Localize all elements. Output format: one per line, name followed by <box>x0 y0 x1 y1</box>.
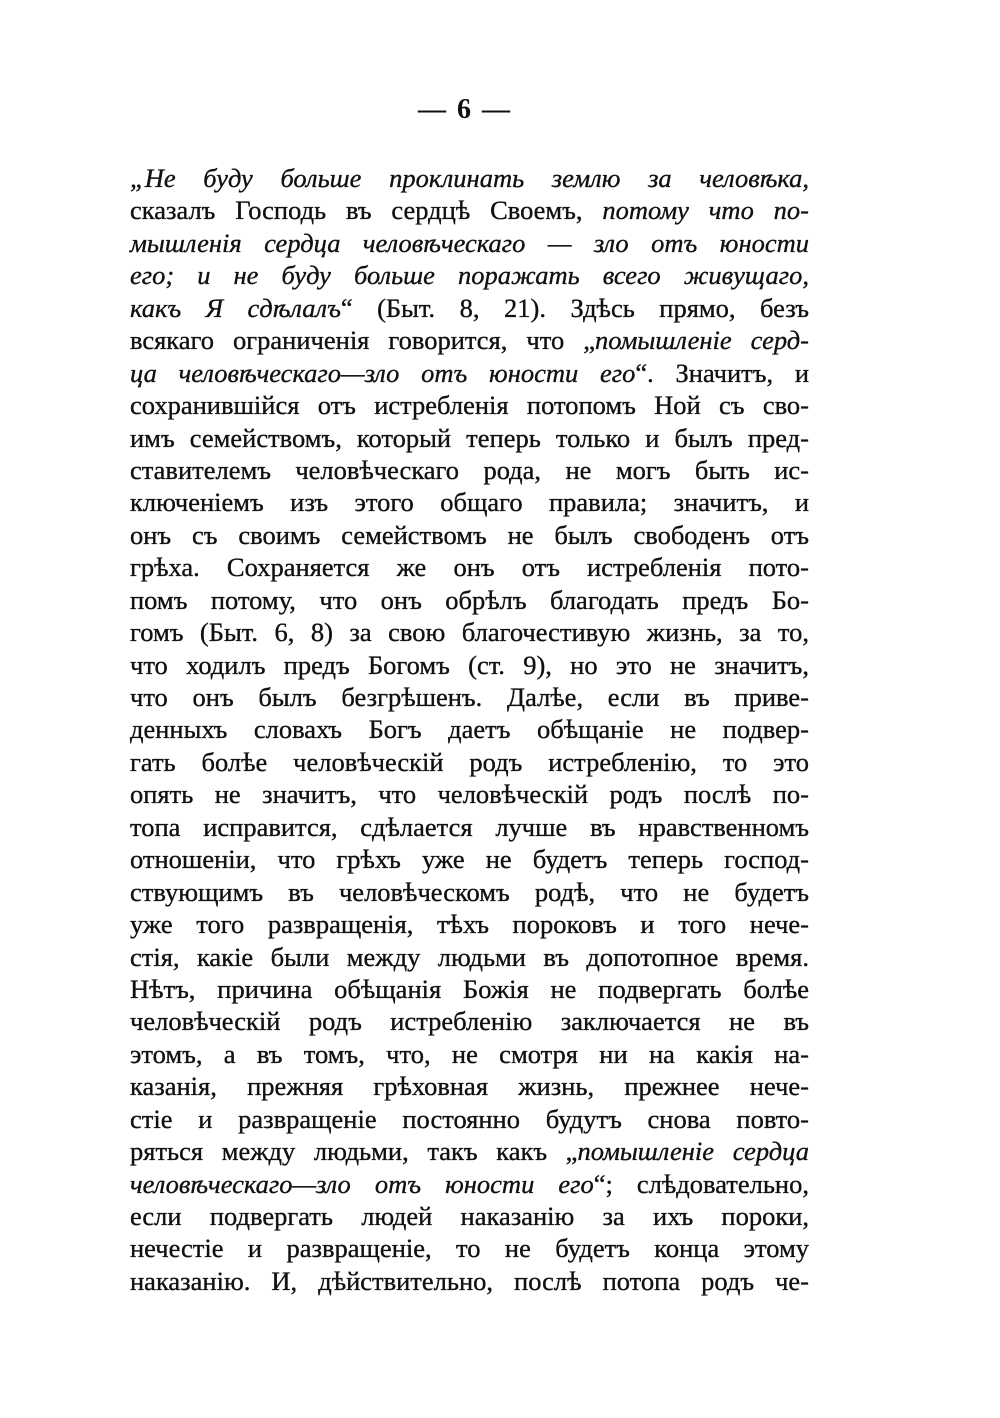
text-segment: онъ съ своимъ семействомъ не былъ свободенъ отъ <box>130 519 809 550</box>
italic-quote-segment: какъ Я сдѣлалъ <box>130 292 341 323</box>
text-segment: имъ семействомъ, который теперь только и былъ пред- <box>130 422 809 453</box>
text-segment: наказанію. И, дѣйствительно, послѣ потопа родъ че- <box>130 1265 809 1296</box>
text-segment: грѣха. Сохраняется же онъ отъ истребленія пото- <box>130 552 809 583</box>
text-segment: “ (Быт. 8, 21). Здѣсь прямо, безъ <box>340 292 809 323</box>
text-line <box>130 357 809 389</box>
text-line <box>130 649 809 681</box>
text-segment: ключеніемъ изъ этого общаго правила; значитъ, и <box>130 487 809 518</box>
text-line <box>130 259 809 291</box>
text-line <box>130 876 809 908</box>
text-line <box>130 227 809 259</box>
text-segment: если подвергать людей наказанію за ихъ пороки, <box>130 1201 809 1231</box>
italic-quote-segment: ца человѣческаго—зло отъ юности его <box>130 357 636 388</box>
italic-quote-segment: потому что по- <box>602 195 809 226</box>
text-segment: гомъ (Быт. 6, 8) за свою благочестивую жизнь, за то, <box>130 617 809 648</box>
text-line <box>130 908 809 940</box>
text-line <box>130 551 809 583</box>
text-segment: сказалъ Господь въ сердцѣ Своемъ, <box>130 195 603 226</box>
italic-quote-segment: „Не буду больше проклинать землю за человѣка, <box>130 163 809 193</box>
text-line <box>130 1265 809 1297</box>
text-segment: этомъ, а въ томъ, что, не смотря ни на какія на- <box>130 1038 809 1069</box>
text-line <box>130 389 809 421</box>
text-line <box>130 292 809 324</box>
text-segment: Нѣтъ, причина обѣщанія Божія не подвергать болѣе <box>130 973 809 1004</box>
text-line <box>130 584 809 616</box>
text-segment: ствующимъ въ человѣческомъ родѣ, что не будетъ <box>130 876 809 907</box>
italic-quote-segment: мышленія сердца человѣческаго — зло отъ юности <box>130 227 809 258</box>
text-segment: всякаго ограниченія говорится, что „ <box>130 325 596 356</box>
text-line <box>130 519 809 551</box>
text-segment: ряться между людьми, такъ какъ „ <box>130 1136 578 1167</box>
text-line <box>130 454 809 486</box>
text-line <box>130 1070 809 1102</box>
text-line <box>130 681 809 713</box>
text-line <box>130 1038 809 1070</box>
text-segment: стіе и развращеніе постоянно будутъ снова повто- <box>130 1103 809 1134</box>
text-line <box>130 616 809 648</box>
text-segment: помъ потому, что онъ обрѣлъ благодать предъ Бо- <box>130 584 809 615</box>
text-segment: казанія, прежняя грѣховная жизнь, прежнее нече- <box>130 1071 809 1102</box>
text-segment: что ходилъ предъ Богомъ (ст. 9), но это не значитъ, <box>130 649 809 680</box>
text-segment: стія, какіе были между людьми въ допотопное время. <box>130 941 809 972</box>
text-line <box>130 1168 809 1200</box>
text-segment: человѣческій родъ истребленію заключается не въ <box>130 1006 809 1037</box>
text-segment: что онъ былъ безгрѣшенъ. Далѣе, если въ приве- <box>130 682 809 712</box>
page-number: — 6 — <box>418 94 512 125</box>
text-segment: сохранившійся отъ истребленія потопомъ Ной съ сво- <box>130 390 809 421</box>
italic-quote-segment: его; и не буду больше поражать всего живущаго, <box>130 260 809 291</box>
text-segment: опять не значитъ, что человѣческій родъ послѣ по- <box>130 779 809 810</box>
text-segment: ставителемъ человѣческаго рода, не могъ быть ис- <box>130 454 809 485</box>
text-segment: гать болѣе человѣческій родъ истребленію, то это <box>130 746 809 777</box>
text-line <box>130 486 809 518</box>
text-segment: нечестіе и развращеніе, то не будетъ конца этому <box>130 1233 809 1264</box>
text-segment: уже того развращенія, тѣхъ пороковъ и того нече- <box>130 909 809 940</box>
text-line <box>130 843 809 875</box>
text-line <box>130 1103 809 1135</box>
text-line <box>130 1135 809 1167</box>
text-segment: “. Значитъ, и <box>635 357 809 388</box>
text-segment: “; слѣдовательно, <box>593 1168 809 1199</box>
text-line <box>130 778 809 810</box>
text-line <box>130 1005 809 1037</box>
text-line <box>130 194 809 226</box>
text-line <box>130 1200 809 1232</box>
italic-quote-segment: помышленіе сердца <box>577 1136 809 1167</box>
body-text <box>130 162 809 1297</box>
text-line <box>130 746 809 778</box>
text-line <box>130 811 809 843</box>
text-line <box>130 941 809 973</box>
text-segment: денныхъ словахъ Богъ даетъ обѣщаніе не подвер- <box>130 714 809 745</box>
text-segment: отношеніи, что грѣхъ уже не будетъ теперь господ- <box>130 844 809 875</box>
text-line <box>130 422 809 454</box>
text-line <box>130 973 809 1005</box>
text-line <box>130 1232 809 1264</box>
text-line <box>130 324 809 356</box>
text-line <box>130 162 809 194</box>
text-line <box>130 713 809 745</box>
text-segment: топа исправится, сдѣлается лучше въ нравственномъ <box>130 811 809 842</box>
italic-quote-segment: помышленіе серд- <box>595 325 809 356</box>
italic-quote-segment: человѣческаго—зло отъ юности его <box>130 1168 594 1199</box>
